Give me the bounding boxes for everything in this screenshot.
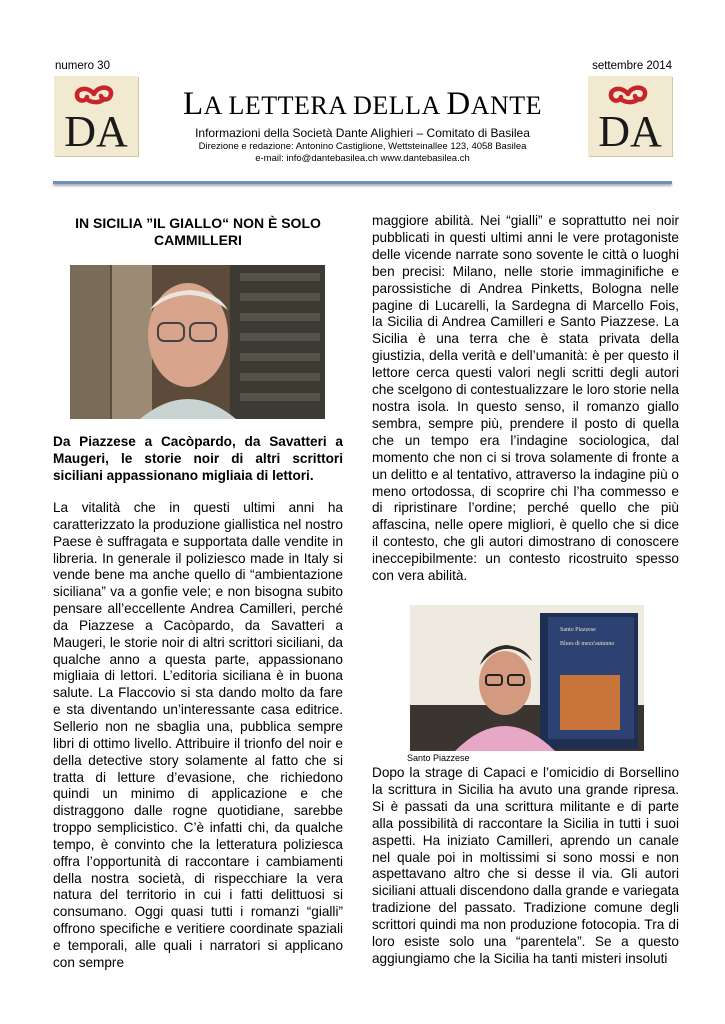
article-body-left: La vitalità che in questi ultimi anni ha caratterizzato la produzione giallistica nel nostro Paese è suffragata e supportata dalle vendite in libreria. In generale il poliziesco made in Italy si vende bene ma anche quello di “ambientazione siciliana” va a gonfie vele; e non bisogna subito pensare all’eccellente Andrea Camilleri, perché da Piazzese a Cacòpardo, da Savatteri a Maugeri, le storie noir di altri scrittori siciliani, da qualche anno a questa parte, appassionano migliaia di lettori. L’editoria siciliana è in buona salute. La Flaccovio si sta dando molto da fare e sta diventando un’interessante casa editrice. Sellerio non ne sbaglia una, pubblica sempre libri di ottimo livello. Attribuire il trionfo del noir e della detective story solamente al fatto che si tratta di letture d’evasione, che richiedono quindi un minimo di applicazione e che distraggono dalle rogne quotidiane, sarebbe troppo semplicistico. C’è infatti chi, da qualche tempo, è convinto che la letteratura poliziesca offra l’opportunità di raccontare i cambiamenti della nostra società, di rispecchiare la vera natura del territorio in cui i fatti delittuosi si consumano. Oggi quasi tutti i romanzi “gialli” offrono specifiche e veritiere coordinate spaziali e temporali, alle quali i narratori si applicano con sempre <box>53 500 343 970</box>
article-body-right-bottom: Dopo la strage di Capaci e l’omicidio di Borsellino la scrittura in Sicilia ha avuto una grande ripresa. Si è passati da una scrittura militante e di parte alla possibilità di raccontare la Sicilia in tutti i suoi aspetti. Ha iniziato Camilleri, aprendo un canale nel quale poi in moltissimi si sono mossi e non aspettavano altro che si desse il via. Gli autori siciliani attuali discendono dalla grande e variegata tradizione del passato. Tradizione comune degli scrittori quindi ma non produzione fotocopia. Tra di loro esiste solo una “parentela”. Se a questo aggiungiamo che la Sicilia ha tanti misteri insoluti <box>372 765 679 966</box>
logo-mark-icon <box>54 76 138 156</box>
logo-mark-icon <box>588 76 672 156</box>
dante-logo-right <box>588 76 672 156</box>
author-photo-camilleri <box>70 265 325 419</box>
newsletter-title: LA LETTERA DELLA DANTE <box>182 86 543 122</box>
editorial-address: Direzione e redazione: Antonino Castiglione, Wettsteinallee 123, 4058 Basilea <box>198 141 527 152</box>
article-lead: Da Piazzese a Cacòpardo, da Savatteri a Maugeri, le storie noir di altri scrittori siciliani appassionano migliaia di lettori. <box>53 434 343 483</box>
contact-line: e-mail: info@dantebasilea.ch www.dantebasilea.ch <box>255 153 470 164</box>
logo-text: DA <box>64 107 128 156</box>
logo-text: DA <box>598 107 662 156</box>
issue-date: settembre 2014 <box>592 60 672 72</box>
dante-logo-left <box>54 76 138 156</box>
article-headline: IN SICILIA ”IL GIALLO“ NON È SOLO CAMMILLERI <box>75 215 321 248</box>
article-headline-block <box>53 215 343 249</box>
article-body-right-top: maggiore abilità. Nei “gialli” e soprattutto nei noir pubblicati in questi ultimi anni le vere protagoniste delle vicende narrate sono sovente le città o luoghi ben precisi: Milano, nelle storie immaginifiche e parossistiche di Andrea Pinketts, Bologna nelle pagine di Lucarelli, la Sardegna di Marcello Fois, la Sicilia di Andrea Camilleri e Santo Piazzese. La Sicilia è una terra che è stata privata della giustizia, della verità e dell’umanità: è per questo il lettore cerca questi valori negli scritti degli autori che scelgono di contestualizzare le loro storie nella nostra isola. In questo senso, il romanzo giallo sembra, sempre più, prendere il posto di quella che un tempo era l’indagine sociologica, dal momento che non ci si trova solamente di fronte a un delitto e al tentativo, attraverso la indagine più o meno ortodossa, di scoprire chi l’ha commesso e di ripristinare l’ordine; perché quello che più affascina, nelle opere migliori, è quello che si dice il contesto, che gli autori dimostrano di conoscere ineccepibilmente: un contesto ricostruito spesso con vera abilità. <box>372 213 679 584</box>
book-title: Blues di mezz'autunno <box>560 641 615 647</box>
author-photo-piazzese <box>410 605 644 751</box>
photo-caption: Santo Piazzese <box>407 753 470 763</box>
issue-number: numero 30 <box>55 60 110 72</box>
header-divider <box>53 181 672 184</box>
book-author: Santo Piazzese <box>560 627 596 633</box>
newsletter-subtitle: Informazioni della Società Dante Alighieri – Comitato di Basilea <box>195 126 530 140</box>
